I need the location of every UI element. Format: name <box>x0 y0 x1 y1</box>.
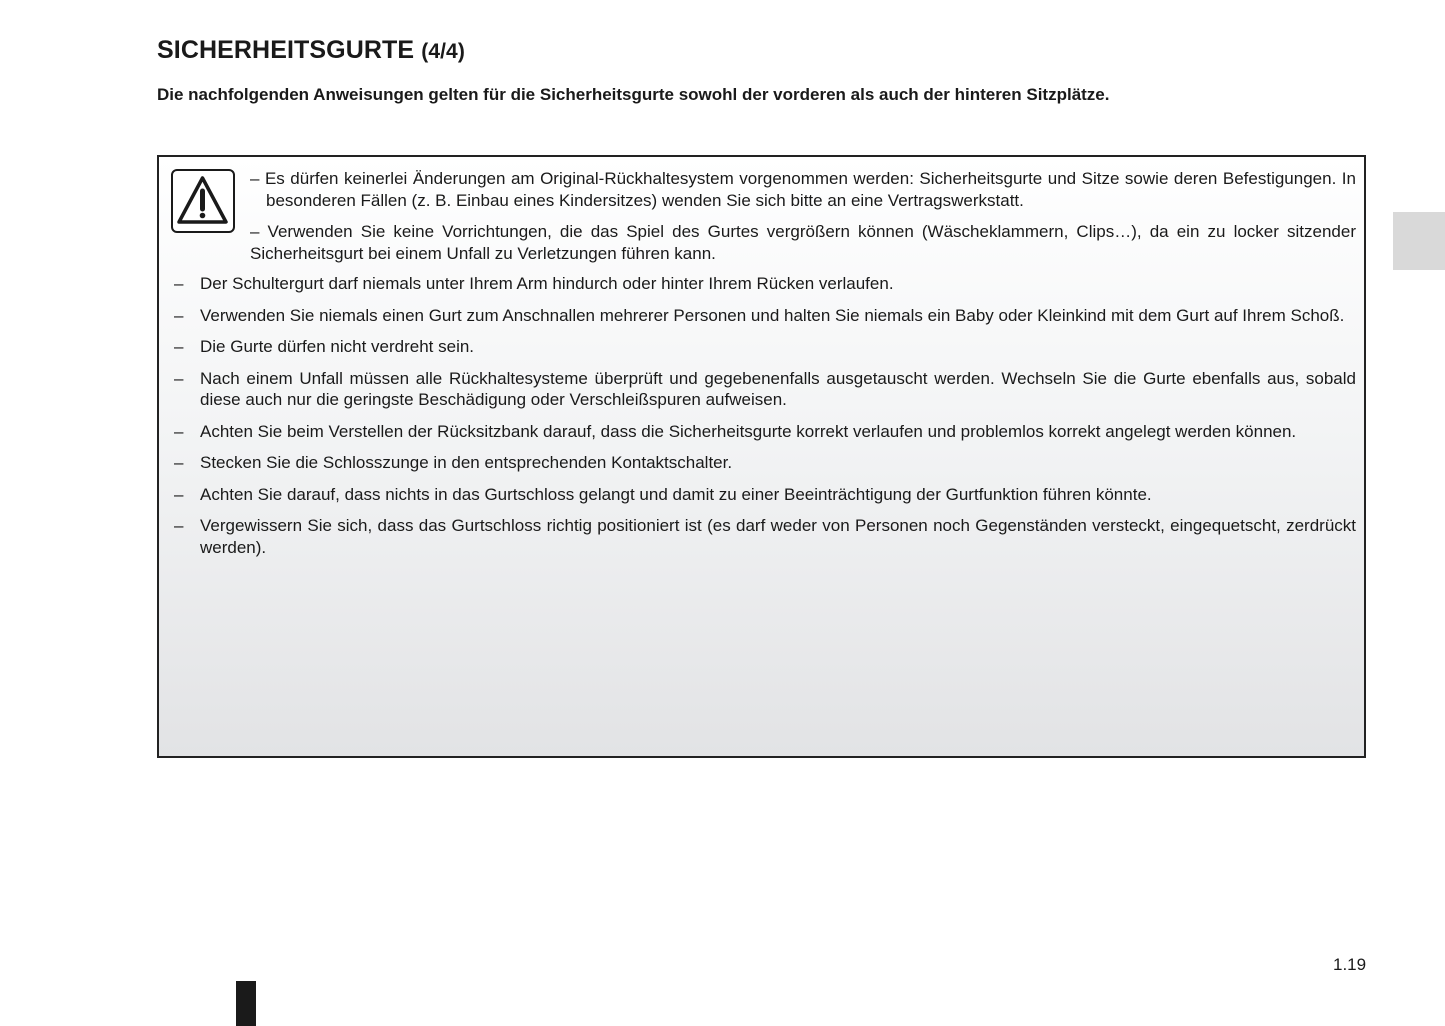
list-item-text: Vergewissern Sie sich, dass das Gurtschloss richtig positioniert ist (es darf weder von Personen noch Gegenständen versteckt, eingequetscht, zerdrückt werden). <box>200 516 1356 557</box>
list-dash: – <box>174 337 184 356</box>
list-dash: – <box>174 484 184 504</box>
list-item-text: Achten Sie beim Verstellen der Rücksitzbank darauf, dass die Sicherheitsgurte korrekt verlaufen und problemlos korrekt angelegt werden können. <box>200 421 1297 441</box>
list-item <box>174 515 1356 558</box>
list-item <box>174 336 1356 358</box>
list-item <box>174 368 1356 411</box>
warning-triangle-icon <box>171 169 235 233</box>
list-dash: – <box>174 368 184 388</box>
list-item-text: Der Schultergurt darf niemals unter Ihrem Arm hindurch oder hinter Ihrem Rücken verlaufen. <box>200 274 894 293</box>
warning-top-item: – Verwenden Sie keine Vorrichtungen, die das Spiel des Gurtes vergrößern können (Wäscheklammern, Clips…), da ein zu locker sitzender Sicherheitsgurt bei einem Unfall zu Verletzungen führen kann. <box>250 222 1356 263</box>
list-dash: – <box>174 274 184 293</box>
warning-top-item: – Es dürfen keinerlei Änderungen am Original-Rückhaltesystem vorgenommen werden: Sicherheitsgurte und Sitze sowie deren Befestigungen. In besonderen Fällen (z. B. Einbau eines Kindersitzes) wenden Sie sich bitte an eine Vertragswerkstatt. <box>250 169 1356 210</box>
intro-text: Die nachfolgenden Anweisungen gelten für die Sicherheitsgurte sowohl der vorderen als auch der hinteren Sitzplätze. <box>157 85 1110 104</box>
list-item-text: Stecken Sie die Schlosszunge in den entsprechenden Kontaktschalter. <box>200 453 733 472</box>
list-dash: – <box>174 516 184 535</box>
list-dash: – <box>174 453 184 472</box>
list-item <box>174 421 1356 443</box>
list-item <box>174 273 1356 295</box>
list-item <box>174 305 1356 327</box>
warning-top-items <box>250 168 1356 274</box>
warning-box <box>157 155 1366 758</box>
list-item <box>174 452 1356 474</box>
page-number: 1.19 <box>1333 955 1367 974</box>
page-title-text: SICHERHEITSGURTE <box>157 36 415 64</box>
warning-list <box>174 273 1356 568</box>
list-item-text: Die Gurte dürfen nicht verdreht sein. <box>200 337 475 356</box>
list-item-text: Nach einem Unfall müssen alle Rückhaltesysteme überprüft und gegebenenfalls ausgetauscht werden. Wechseln Sie die Gurte ebenfalls aus, sobald diese auch nur die geringste Beschädigung oder Verschleißspuren aufweisen. <box>200 368 1356 409</box>
list-item-text: Achten Sie darauf, dass nichts in das Gurtschloss gelangt und damit zu einer Beeinträchtigung der Gurtfunktion führen könnte. <box>200 484 1152 504</box>
list-item-text: Verwenden Sie niemals einen Gurt zum Anschnallen mehrerer Personen und halten Sie niemals ein Baby oder Kleinkind mit dem Gurt auf Ihrem Schoß. <box>200 305 1345 325</box>
page-title <box>157 36 465 65</box>
list-dash: – <box>174 421 184 441</box>
list-item <box>174 484 1356 506</box>
list-dash: – <box>174 305 184 325</box>
chapter-side-tab <box>1393 212 1445 270</box>
bottom-marker-bar <box>236 981 256 1026</box>
page-part-indicator: (4/4) <box>421 40 465 63</box>
